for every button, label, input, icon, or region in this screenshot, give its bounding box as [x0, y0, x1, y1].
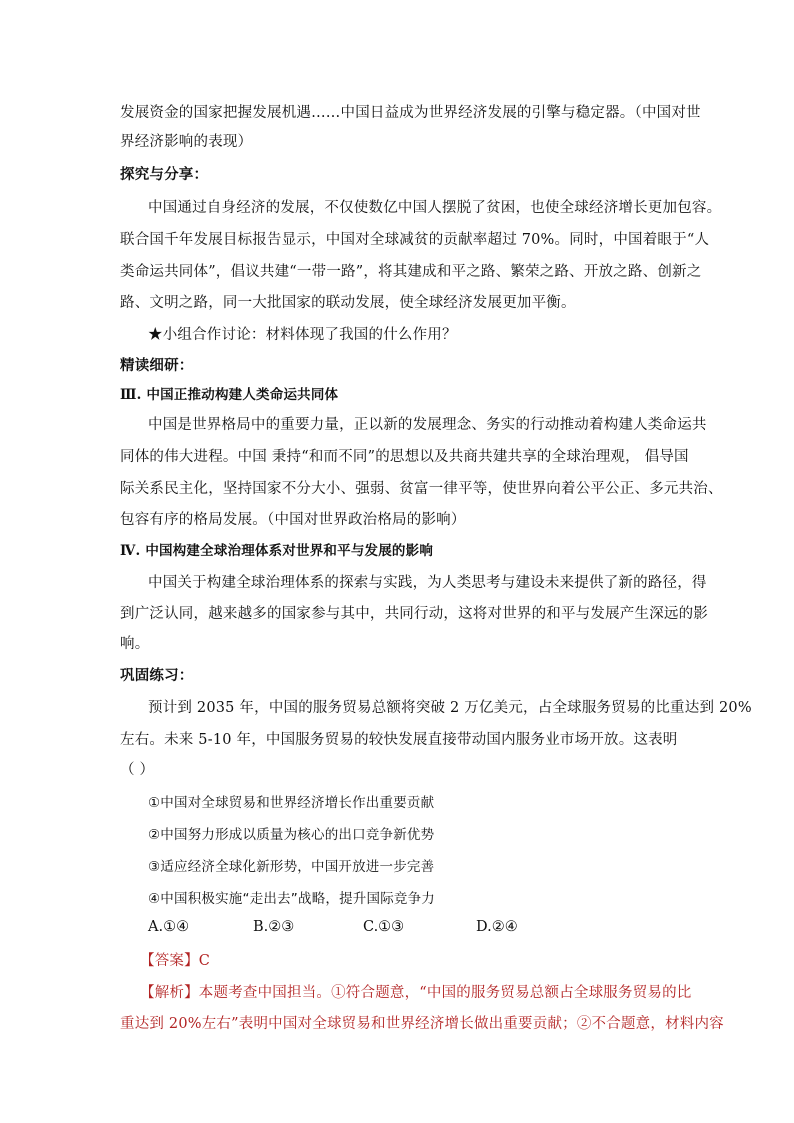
section-3-line-4: 包容有序的格局发展。（中国对世界政治格局的影响） [120, 512, 466, 528]
answer-label: 【答案】C [140, 953, 211, 969]
option-d: D.②④ [476, 919, 518, 935]
explore-line-3: 类命运共同体”，倡议共建“一带一路”，将其建成和平之路、繁荣之路、开放之路、创新之 [120, 264, 702, 280]
section-4-title: Ⅳ. 中国构建全球治理体系对世界和平与发展的影响 [120, 543, 434, 559]
question-line-1: 预计到 2035 年，中国的服务贸易总额将突破 2 万亿美元，占全球服务贸易的比重达到 20% [148, 700, 752, 716]
option-c: C.①③ [363, 919, 405, 935]
statement-3: ③适应经济全球化新形势，中国开放进一步完善 [148, 859, 435, 875]
section-4-line-1: 中国关于构建全球治理体系的探索与实践，为人类思考与建设未来提供了新的路径，得 [148, 575, 707, 591]
statement-1: ①中国对全球贸易和世界经济增长作出重要贡献 [148, 795, 435, 811]
reading-heading: 精读细研： [120, 357, 194, 374]
discussion-prompt: ★小组合作讨论：材料体现了我国的什么作用？ [148, 327, 457, 343]
analysis-line-2: 重达到 20%左右”表明中国对全球贸易和世界经济增长做出重要贡献；②不合题意，材料内容 [120, 1016, 724, 1032]
section-3-line-1: 中国是世界格局中的重要力量，正以新的发展理念、务实的行动推动着构建人类命运共 [148, 417, 707, 433]
option-a: A.①④ [148, 919, 190, 935]
question-line-2: 左右。未来 5-10 年，中国服务贸易的较快发展直接带动国内服务业市场开放。这表明 [120, 732, 678, 748]
analysis-line-1: 【解析】本题考查中国担当。①符合题意，“中国的服务贸易总额占全球服务贸易的比 [140, 985, 692, 1001]
section-3-line-2: 同体的伟大进程。中国 秉持“和而不同”的思想以及共商共建共享的全球治理观， 倡导国 [120, 449, 689, 465]
practice-heading: 巩固练习： [120, 667, 194, 684]
section-4-line-3: 响。 [120, 636, 150, 652]
option-b: B.②③ [253, 919, 295, 935]
intro-line-2: 界经济影响的表现） [120, 134, 253, 150]
explore-line-2: 联合国千年发展目标报告显示，中国对全球减贫的贡献率超过 70%。同时，中国着眼于“人 [120, 232, 710, 248]
explore-heading: 探究与分享： [120, 166, 209, 183]
intro-line-1: 发展资金的国家把握发展机遇……中国日益成为世界经济发展的引擎与稳定器。（中国对世 [120, 105, 701, 121]
statement-4: ④中国积极实施“走出去”战略，提升国际竞争力 [148, 891, 435, 907]
explore-line-4: 路、文明之路，同一大批国家的联动发展，使全球经济发展更加平衡。 [120, 295, 576, 311]
section-3-line-3: 际关系民主化，坚持国家不分大小、强弱、贫富一律平等，使世界向着公平公正、多元共治、 [120, 481, 723, 497]
explore-line-1: 中国通过自身经济的发展，不仅使数亿中国人摆脱了贫困，也使全球经济增长更加包容。 [148, 200, 722, 216]
section-4-line-2: 到广泛认同，越来越多的国家参与其中，共同行动，这将对世界的和平与发展产生深远的影 [120, 606, 708, 622]
section-3-title: Ⅲ. 中国正推动构建人类命运共同体 [120, 387, 339, 403]
statement-2: ②中国努力形成以质量为核心的出口竞争新优势 [148, 827, 435, 843]
question-blank: （ ） [120, 762, 155, 778]
